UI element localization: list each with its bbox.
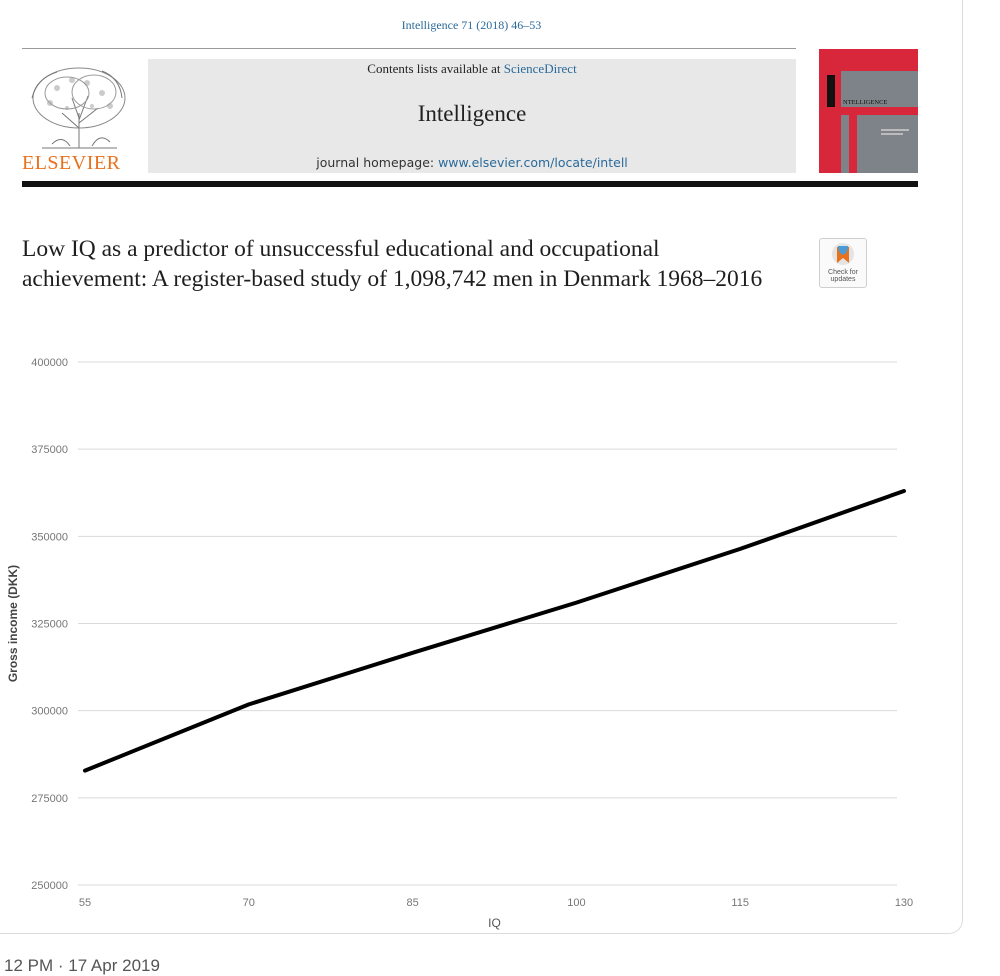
x-tick-label: 70 bbox=[242, 897, 255, 909]
chart-grid bbox=[78, 362, 897, 885]
series-point bbox=[83, 769, 86, 772]
homepage-prefix: journal homepage: bbox=[316, 155, 439, 170]
series-point bbox=[575, 601, 578, 604]
contents-line bbox=[148, 61, 796, 77]
y-tick-labels bbox=[31, 357, 68, 892]
series-points bbox=[83, 489, 905, 772]
bookmark-icon bbox=[820, 241, 866, 271]
income-chart bbox=[0, 345, 940, 934]
series-point bbox=[739, 547, 742, 550]
y-axis-label: Gross income (DKK) bbox=[6, 564, 20, 683]
series-point bbox=[411, 651, 414, 654]
series-point bbox=[247, 703, 250, 706]
x-tick-label: 130 bbox=[894, 897, 914, 909]
check-for-updates-label: Check for updates bbox=[828, 269, 858, 283]
publisher-name: ELSEVIER bbox=[22, 152, 121, 174]
y-tick-label: 350000 bbox=[31, 531, 68, 544]
journal-citation: Intelligence 71 (2018) 46–53 bbox=[401, 18, 542, 32]
x-tick-label: 115 bbox=[731, 897, 749, 909]
x-tick-labels bbox=[79, 897, 913, 909]
y-tick-label: 250000 bbox=[31, 880, 68, 892]
y-tick-label: 300000 bbox=[31, 705, 68, 718]
check-for-updates-button[interactable] bbox=[819, 238, 867, 288]
y-tick-label: 325000 bbox=[31, 618, 68, 631]
y-tick-label: 400000 bbox=[31, 357, 68, 369]
sciencedirect-link[interactable]: ScienceDirect bbox=[503, 61, 577, 76]
article-title: Low IQ as a predictor of unsuccessful educational and occupational achievement: A register-based study of 1,098,742 men in Denmark 1968–2016 bbox=[22, 236, 763, 292]
journal-banner bbox=[148, 59, 796, 173]
cover-title: NTELLIGENCE bbox=[843, 99, 888, 106]
contents-prefix: Contents lists available at bbox=[367, 61, 504, 76]
journal-cover bbox=[819, 49, 918, 173]
x-tick-label: 85 bbox=[406, 897, 419, 909]
series-point bbox=[902, 489, 905, 492]
x-axis-label: IQ bbox=[488, 916, 501, 930]
timestamp-partial: 12 PM · 17 Apr 2019 bbox=[4, 956, 160, 975]
x-tick-label: 100 bbox=[567, 897, 586, 909]
journal-title: Intelligence bbox=[417, 101, 527, 126]
y-tick-label: 375000 bbox=[31, 444, 68, 457]
homepage-link[interactable]: www.elsevier.com/locate/intell bbox=[438, 155, 628, 170]
homepage-line bbox=[148, 155, 796, 170]
header-rule bbox=[22, 48, 796, 49]
y-tick-label: 275000 bbox=[31, 792, 68, 805]
income-series-line bbox=[85, 491, 904, 771]
header-thick-rule bbox=[22, 181, 918, 187]
x-tick-label: 55 bbox=[78, 897, 92, 909]
